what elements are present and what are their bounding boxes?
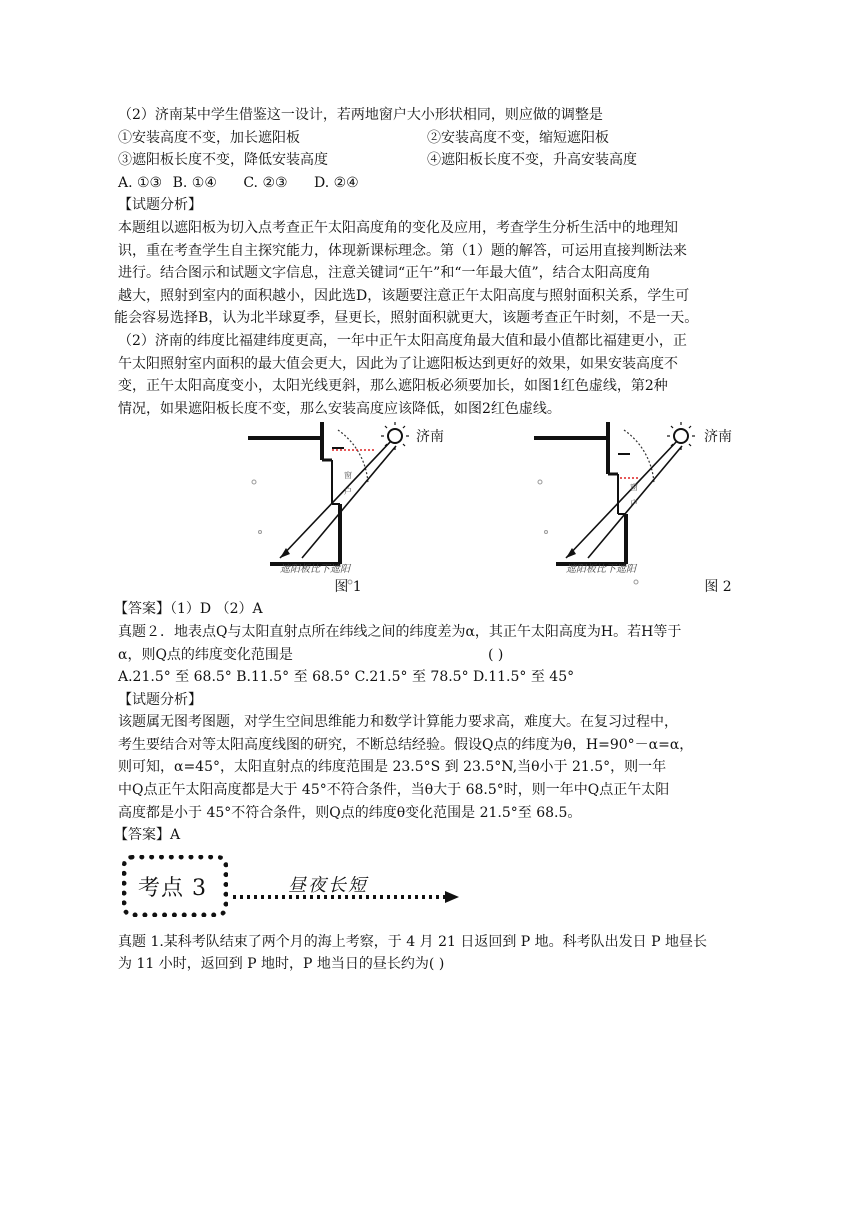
text-line: 变，正午太阳高度变小，太阳光线更斜，那么遮阳板必须要加长，如图1红色虚线，第2种 — [118, 378, 668, 395]
text-line: 高度都是小于 45°不符合条件，则Q点的纬度θ变化范围是 21.5°至 68.5。 — [118, 804, 582, 821]
option-4: ④遮阳板长度不变，升高安装高度 — [427, 152, 637, 169]
analysis-heading: 【试题分析】 — [118, 197, 202, 214]
figure-city-label: 济南 — [704, 429, 732, 446]
choice-row — [118, 172, 744, 195]
section-label: 考点 3 — [138, 875, 207, 901]
analysis-2-body — [118, 711, 744, 824]
question-4-line-2: 为 11 小时，返回到 P 地时，P 地当日的昼长约为( ) — [118, 956, 445, 973]
text-line: （2）济南的纬度比福建纬度更高，一年中正午太阳高度角最大值和最小值都比福建更小，正 — [118, 332, 687, 349]
choice-a: A. ①③ — [118, 174, 163, 191]
text-line: 则可知，α=45°，太阳直射点的纬度范围是 23.5°S 到 23.5°N,当θ小于 21.5°，则一年 — [118, 759, 667, 776]
option-row-1 — [118, 127, 744, 150]
option-3: ③遮阳板长度不变，降低安装高度 — [118, 152, 328, 169]
figure-caption: 图 1 — [334, 579, 362, 596]
svg-text:窗: 窗 — [344, 471, 352, 481]
answer-1: 【答案】（1）D （2）A — [114, 601, 263, 618]
answer-paren: ( ) — [488, 646, 504, 663]
analysis-paragraph-1 — [114, 217, 744, 330]
answer-2: 【答案】A — [114, 827, 181, 844]
option-1: ①安装高度不变，加长遮阳板 — [118, 129, 300, 146]
analysis-2-heading: 【试题分析】 — [118, 691, 202, 708]
option-2: ②安装高度不变，缩短遮阳板 — [427, 129, 609, 146]
section-marker — [118, 851, 744, 931]
text-line: 情况，如果遮阳板长度不变，那么安装高度应该降低，如图2红色虚线。 — [118, 400, 561, 417]
question-3-text: α，则Q点的纬度变化范围是 — [118, 646, 293, 663]
text-line: 能会容易选择B，认为北半球夏季，昼更长，照射面积就更大，该题考查正午时刻，不是一天。 — [114, 310, 699, 327]
text-line: 本题组以遮阳板为切入点考查正午太阳高度角的变化及应用，考查学生分析生活中的地理知 — [118, 219, 678, 236]
question-3-choices: A.21.5° 至 68.5° B.11.5° 至 68.5° C.21.5° 至 78.5° D.11.5° 至 45° — [118, 669, 575, 686]
text-line: 越大，照射到室内的面积越小，因此选D，该题要注意正午太阳高度与照射面积关系，学生可 — [118, 287, 690, 304]
figure-city-label: 济南 — [416, 429, 444, 446]
section-topic: 昼夜长短 — [288, 874, 368, 896]
option-row-2 — [118, 149, 744, 172]
text-line: 考生要结合对等太阳高度线图的研究，不断总结经验。假设Q点的纬度为θ，H=90°－α=α， — [118, 736, 694, 753]
document-page — [114, 104, 744, 976]
board-label: 遮阳板比下遮阳 — [280, 564, 350, 576]
figure-2 — [526, 422, 756, 598]
sun-angle-diagram — [526, 422, 756, 598]
text-line: 该题属无图考图题，对学生空间思维能力和数学计算能力要求高，难度大。在复习过程中， — [118, 714, 678, 731]
svg-text:窗: 窗 — [630, 483, 638, 493]
figure-1 — [240, 422, 470, 598]
svg-text:户: 户 — [344, 487, 352, 497]
svg-text:户: 户 — [630, 499, 638, 509]
text-line: 中Q点正午太阳高度都是大于 45°不符合条件，当θ大于 68.5°时，则一年中Q点正午太阳 — [118, 782, 670, 799]
choice-c: C. ②③ — [243, 174, 288, 191]
choice-d: D. ②④ — [314, 174, 359, 191]
text-line: 识，重在考查学生自主探究能力，体现新课标理念。第（1）题的解答，可运用直接判断法来 — [118, 242, 687, 259]
text-line: 进行。结合图示和试题文字信息，注意关键词“正午”和“一年最大值”，结合太阳高度角 — [118, 265, 651, 282]
board-label: 遮阳板比下遮阳 — [566, 564, 636, 576]
text-line: 午太阳照射室内面积的最大值会更大，因此为了让遮阳板达到更好的效果，如果安装高度不 — [118, 355, 678, 372]
figures-row — [118, 422, 744, 598]
question-4-line-1: 真题 1.某科考队结束了两个月的海上考察，于 4 月 21 日返回到 P 地。科考队出发日 P 地昼长 — [118, 933, 707, 950]
analysis-paragraph-2 — [118, 330, 744, 420]
choice-b: B. ①④ — [172, 174, 217, 191]
question-3-line-2 — [118, 644, 744, 667]
figure-caption: 图 2 — [704, 579, 732, 596]
sun-angle-diagram — [240, 422, 470, 598]
question-3-line-1: 真题２．地表点Q与太阳直射点所在纬线之间的纬度差为α，其正午太阳高度为H。若H等于 — [118, 623, 682, 640]
question-stem: （2）济南某中学生借鉴这一设计，若两地窗户大小形状相同，则应做的调整是 — [118, 107, 603, 123]
